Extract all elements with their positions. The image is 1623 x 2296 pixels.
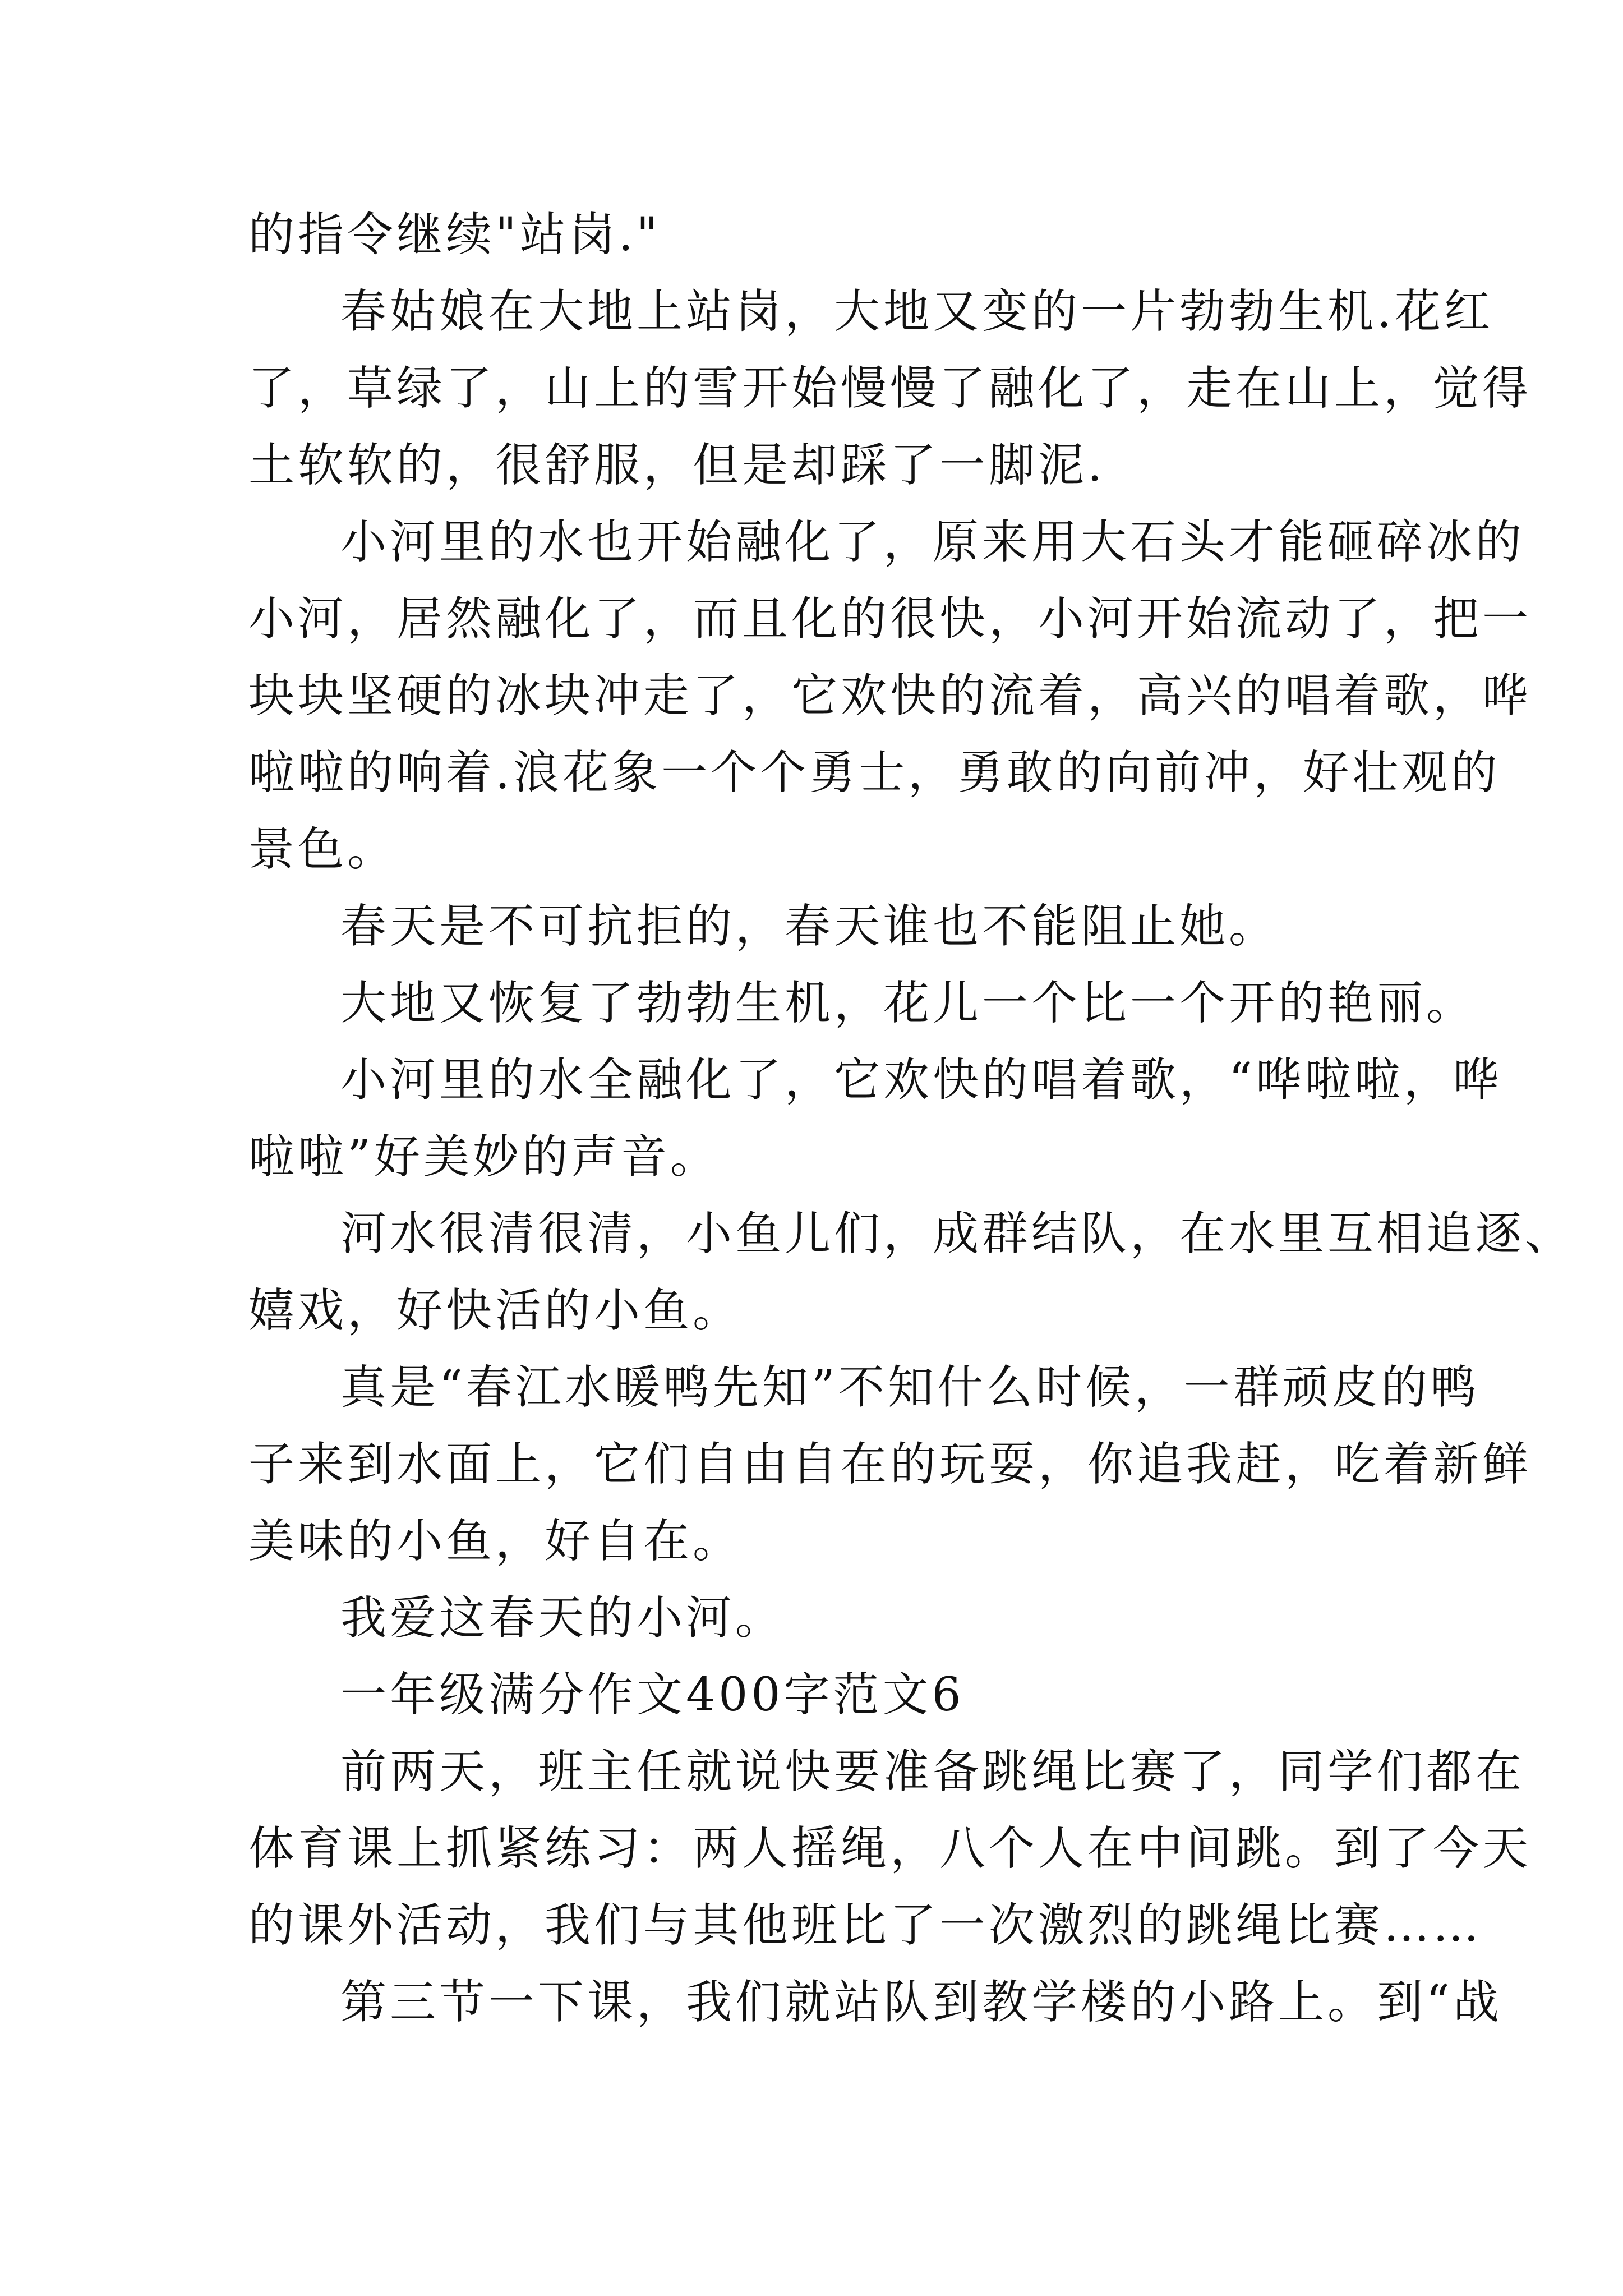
text-line: 子来到水面上，它们自由自在的玩耍，你追我赶，吃着新鲜 <box>248 1438 1532 1491</box>
paragraph-line: 春天是不可抗拒的，春天谁也不能阻止她。 <box>340 900 1279 953</box>
paragraph-line: 前两天，班主任就说快要准备跳绳比赛了，同学们都在 <box>340 1745 1525 1798</box>
text-line: 体育课上抓紧练习：两人摇绳，八个人在中间跳。到了今天 <box>248 1822 1532 1875</box>
text-line: 的课外活动，我们与其他班比了一次激烈的跳绳比赛…… <box>248 1899 1483 1952</box>
text-line: 的指令继续"站岗." <box>248 208 661 261</box>
text-line: 景色。 <box>248 823 397 876</box>
paragraph-line: 春姑娘在大地上站岗，大地又变的一片勃勃生机.花红 <box>340 285 1494 338</box>
section-heading: 一年级满分作文400字范文6 <box>340 1668 965 1722</box>
paragraph-line: 小河里的水全融化了，它欢快的唱着歌，“哗啦啦，哗 <box>340 1053 1502 1107</box>
document-body <box>248 196 1575 2041</box>
paragraph-line: 小河里的水也开始融化了，原来用大石头才能砸碎冰的 <box>340 516 1525 569</box>
text-line: 嬉戏，好快活的小鱼。 <box>248 1284 743 1337</box>
text-line: 美味的小鱼，好自在。 <box>248 1515 743 1568</box>
text-line: 土软软的，很舒服，但是却踩了一脚泥. <box>248 439 1106 492</box>
paragraph-line: 真是“春江水暖鸭先知”不知什么时候，一群顽皮的鸭 <box>340 1361 1480 1414</box>
paragraph-line: 第三节一下课，我们就站队到教学楼的小路上。到“战 <box>340 1976 1502 2029</box>
paragraph-line: 大地又恢复了勃勃生机，花儿一个比一个开的艳丽。 <box>340 977 1476 1030</box>
paragraph-line: 河水很清很清，小鱼儿们，成群结队，在水里互相追逐、 <box>340 1207 1575 1260</box>
text-line: 了，草绿了，山上的雪开始慢慢了融化了，走在山上，觉得 <box>248 362 1532 415</box>
text-line: 小河，居然融化了，而且化的很快，小河开始流动了，把一 <box>248 592 1532 646</box>
paragraph-line: 我爱这春天的小河。 <box>340 1591 785 1645</box>
text-line: 啦啦的响着.浪花象一个个勇士，勇敢的向前冲，好壮观的 <box>248 746 1501 799</box>
text-line: 啦啦”好美妙的声音。 <box>248 1130 720 1184</box>
text-line: 块块坚硬的冰块冲走了，它欢快的流着，高兴的唱着歌，哗 <box>248 669 1532 723</box>
